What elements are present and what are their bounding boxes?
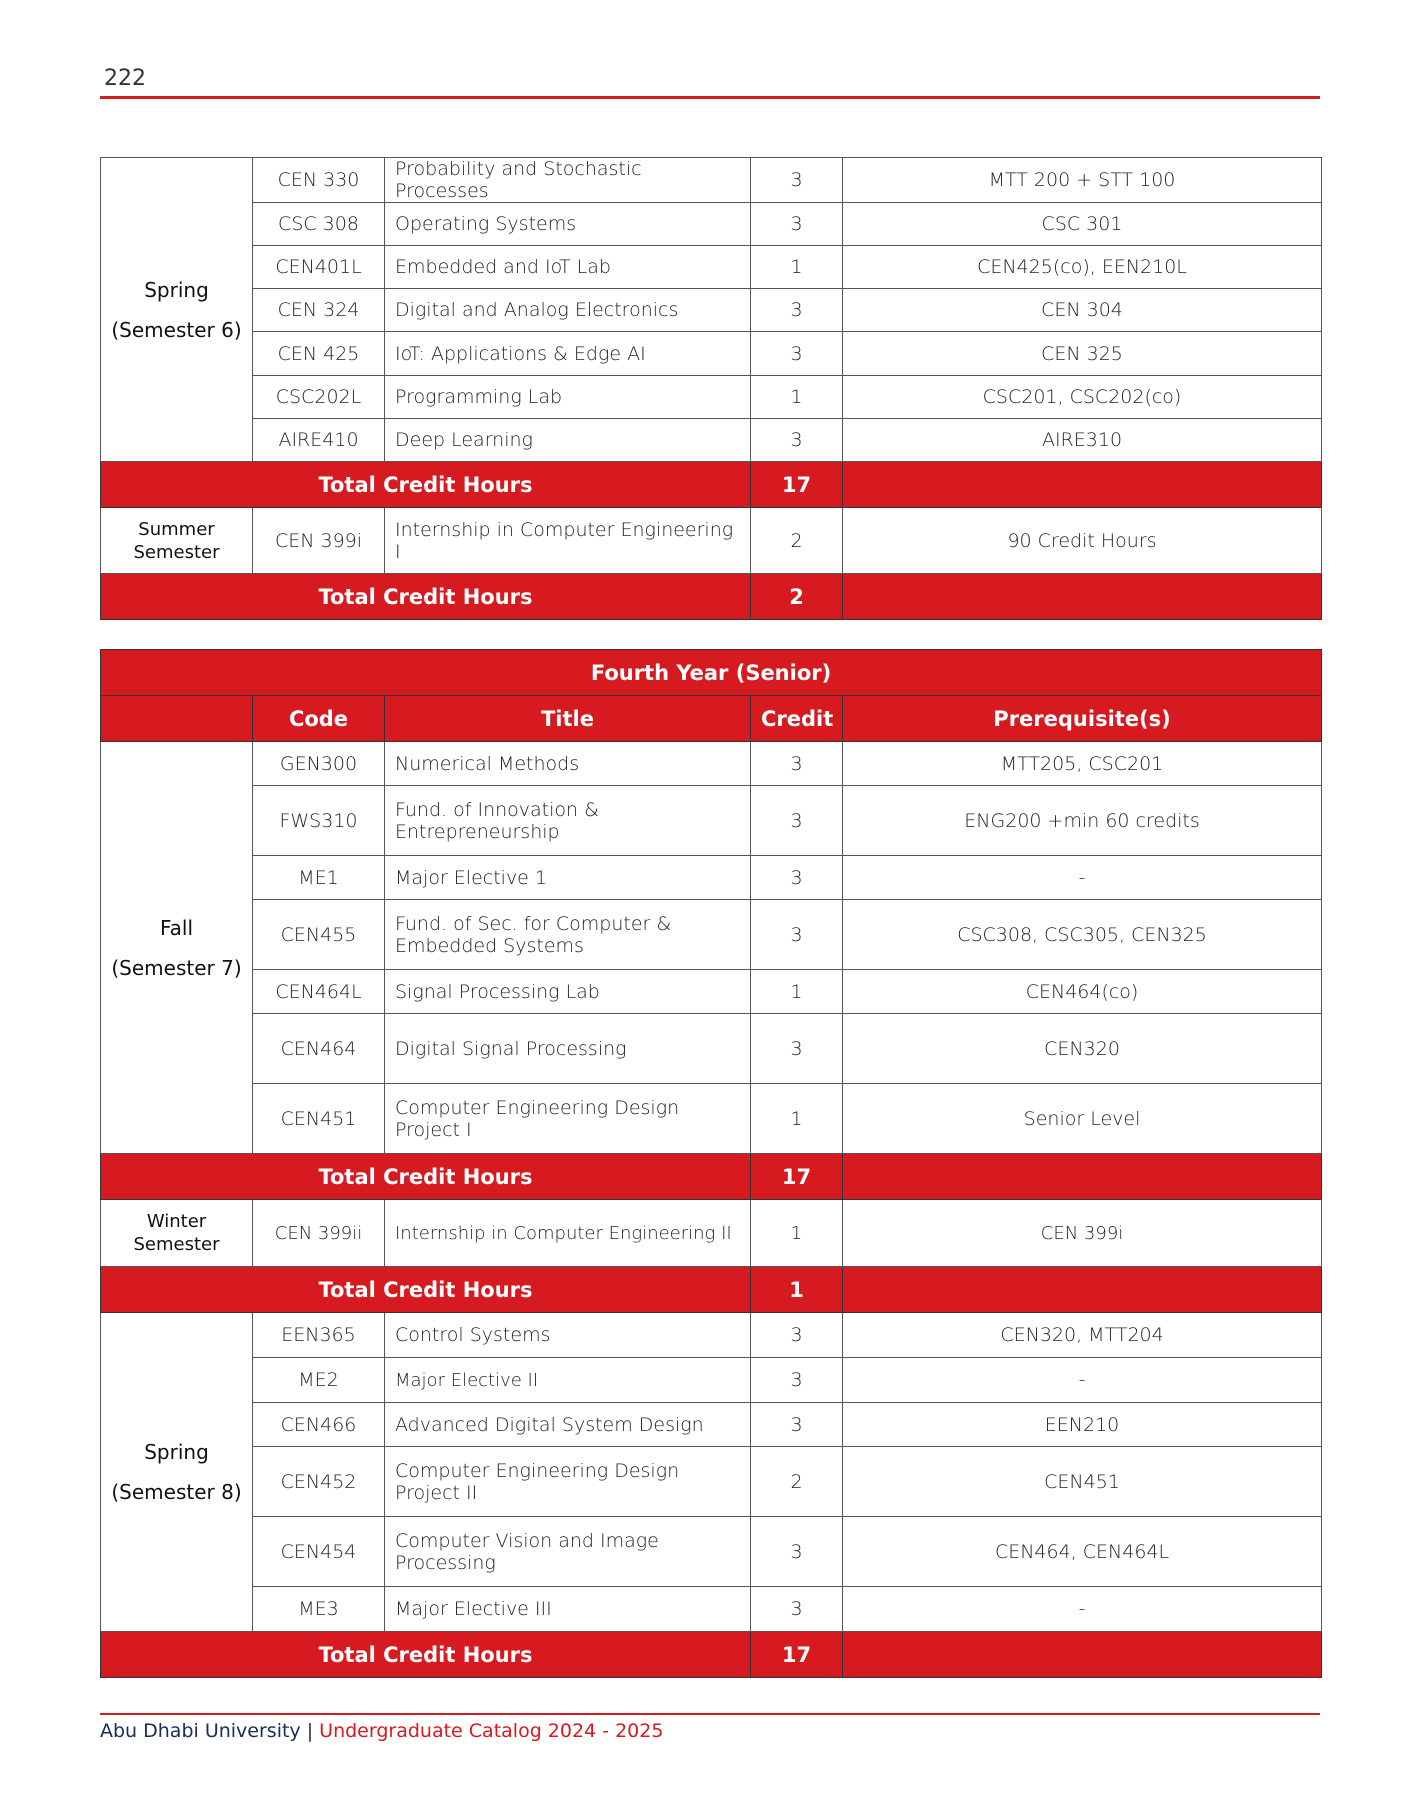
semester-cell-fall-7	[101, 742, 253, 1154]
course-credit: 3	[751, 1313, 843, 1358]
course-title: Fund. of Sec. for Computer & Embedded Systems	[385, 900, 751, 970]
course-code: CEN 330	[253, 158, 385, 203]
course-code: FWS310	[253, 786, 385, 856]
course-prereq: 90 Credit Hours	[843, 508, 1322, 574]
page-number: 222	[104, 66, 146, 91]
course-prereq: CSC 301	[843, 203, 1322, 246]
total-blank	[843, 1154, 1322, 1200]
total-value: 17	[751, 1632, 843, 1678]
semester-sublabel: (Semester 8)	[111, 1480, 242, 1504]
course-prereq: AIRE310	[843, 419, 1322, 462]
course-prereq: MTT205, CSC201	[843, 742, 1322, 786]
course-code: CEN454	[253, 1517, 385, 1587]
course-title: Deep Learning	[385, 419, 751, 462]
course-credit: 3	[751, 900, 843, 970]
course-credit: 2	[751, 1447, 843, 1517]
course-credit: 2	[751, 508, 843, 574]
table-row	[101, 376, 1322, 419]
course-title: Major Elective II	[385, 1358, 751, 1403]
total-blank	[843, 1632, 1322, 1678]
course-credit: 3	[751, 1587, 843, 1632]
semester-label: Spring	[144, 1440, 209, 1464]
footer	[100, 1720, 663, 1742]
semester-sublabel: Semester	[133, 541, 220, 563]
table-row	[101, 786, 1322, 856]
semester-sublabel: (Semester 7)	[111, 955, 242, 980]
table-row	[101, 246, 1322, 289]
total-label: Total Credit Hours	[101, 462, 751, 508]
total-blank	[843, 1267, 1322, 1313]
table-row	[101, 1403, 1322, 1447]
course-title: Major Elective III	[385, 1587, 751, 1632]
column-header-prereq: Prerequisite(s)	[843, 696, 1322, 742]
course-prereq: CEN464, CEN464L	[843, 1517, 1322, 1587]
footer-university: Abu Dhabi University	[100, 1720, 301, 1742]
course-credit: 3	[751, 1403, 843, 1447]
course-prereq: -	[843, 856, 1322, 900]
total-label: Total Credit Hours	[101, 1267, 751, 1313]
course-credit: 3	[751, 856, 843, 900]
course-title: Control Systems	[385, 1313, 751, 1358]
table-row	[101, 856, 1322, 900]
total-value: 2	[751, 574, 843, 620]
total-value: 17	[751, 462, 843, 508]
course-credit: 3	[751, 419, 843, 462]
year-heading: Fourth Year (Senior)	[101, 650, 1322, 696]
course-code: CEN455	[253, 900, 385, 970]
table-row	[101, 203, 1322, 246]
course-credit: 3	[751, 786, 843, 856]
total-value: 17	[751, 1154, 843, 1200]
course-title: Major Elective 1	[385, 856, 751, 900]
table-row	[101, 742, 1322, 786]
third-year-table	[100, 157, 1322, 620]
fourth-year-table	[100, 649, 1322, 1678]
table-row	[101, 1517, 1322, 1587]
course-prereq: CEN320	[843, 1014, 1322, 1084]
semester-sublabel: (Semester 6)	[111, 317, 242, 342]
course-credit: 1	[751, 1084, 843, 1154]
course-code: AIRE410	[253, 419, 385, 462]
table-row	[101, 1447, 1322, 1517]
course-prereq: MTT 200 + STT 100	[843, 158, 1322, 203]
course-code: CEN 399i	[253, 508, 385, 574]
course-credit: 1	[751, 1200, 843, 1267]
course-prereq: ENG200 +min 60 credits	[843, 786, 1322, 856]
course-code: EEN365	[253, 1313, 385, 1358]
year-heading-row	[101, 650, 1322, 696]
total-value: 1	[751, 1267, 843, 1313]
column-header-code: Code	[253, 696, 385, 742]
course-title: Programming Lab	[385, 376, 751, 419]
table-row	[101, 419, 1322, 462]
total-row	[101, 462, 1322, 508]
course-code: CEN451	[253, 1084, 385, 1154]
semester-label: Summer	[138, 518, 215, 540]
semester-label: Spring	[144, 277, 209, 302]
table-row	[101, 158, 1322, 203]
course-prereq: CEN 304	[843, 289, 1322, 332]
course-prereq: Senior Level	[843, 1084, 1322, 1154]
course-prereq: -	[843, 1587, 1322, 1632]
course-credit: 3	[751, 332, 843, 376]
table-row	[101, 508, 1322, 574]
table-row	[101, 1200, 1322, 1267]
table-row	[101, 1084, 1322, 1154]
course-code: ME3	[253, 1587, 385, 1632]
course-code: CEN401L	[253, 246, 385, 289]
semester-label: Winter	[146, 1211, 207, 1232]
semester-cell-winter	[101, 1200, 253, 1267]
course-title: Fund. of Innovation & Entrepreneurship	[385, 786, 751, 856]
table-row	[101, 289, 1322, 332]
footer-separator: |	[300, 1720, 320, 1742]
course-title: Numerical Methods	[385, 742, 751, 786]
course-code: CEN 324	[253, 289, 385, 332]
course-code: ME1	[253, 856, 385, 900]
total-blank	[843, 462, 1322, 508]
total-row	[101, 1632, 1322, 1678]
course-credit: 3	[751, 203, 843, 246]
course-credit: 3	[751, 289, 843, 332]
course-credit: 3	[751, 1358, 843, 1403]
course-title: Digital and Analog Electronics	[385, 289, 751, 332]
footer-rule	[100, 1713, 1320, 1715]
course-prereq: CEN 325	[843, 332, 1322, 376]
column-header-row	[101, 696, 1322, 742]
course-title: Advanced Digital System Design	[385, 1403, 751, 1447]
course-prereq: CEN451	[843, 1447, 1322, 1517]
column-header-credit: Credit	[751, 696, 843, 742]
table-row	[101, 970, 1322, 1014]
total-label: Total Credit Hours	[101, 1154, 751, 1200]
course-code: CEN464	[253, 1014, 385, 1084]
table-row	[101, 332, 1322, 376]
table-row	[101, 1014, 1322, 1084]
course-prereq: EEN210	[843, 1403, 1322, 1447]
course-title: Operating Systems	[385, 203, 751, 246]
column-header-title: Title	[385, 696, 751, 742]
course-credit: 3	[751, 1517, 843, 1587]
header-rule	[100, 96, 1320, 99]
semester-label: Fall	[159, 915, 194, 940]
table-row	[101, 1313, 1322, 1358]
course-title: Probability and Stochastic Processes	[385, 158, 751, 203]
course-title: IoT: Applications & Edge AI	[385, 332, 751, 376]
total-label: Total Credit Hours	[101, 1632, 751, 1678]
course-code: CSC 308	[253, 203, 385, 246]
footer-catalog: Undergraduate Catalog 2024 - 2025	[319, 1720, 664, 1742]
total-row	[101, 1267, 1322, 1313]
course-title: Computer Engineering Design Project II	[385, 1447, 751, 1517]
course-title: Internship in Computer Engineering II	[385, 1200, 751, 1267]
course-prereq: CEN425(co), EEN210L	[843, 246, 1322, 289]
semester-sublabel: Semester	[133, 1234, 220, 1255]
header-blank	[101, 696, 253, 742]
course-code: CSC202L	[253, 376, 385, 419]
course-title: Internship in Computer Engineering I	[385, 508, 751, 574]
course-prereq: CSC308, CSC305, CEN325	[843, 900, 1322, 970]
course-prereq: CEN320, MTT204	[843, 1313, 1322, 1358]
course-title: Computer Vision and Image Processing	[385, 1517, 751, 1587]
semester-cell-spring-6	[101, 158, 253, 462]
course-code: ME2	[253, 1358, 385, 1403]
total-label: Total Credit Hours	[101, 574, 751, 620]
course-title: Computer Engineering Design Project I	[385, 1084, 751, 1154]
course-prereq: -	[843, 1358, 1322, 1403]
total-row	[101, 1154, 1322, 1200]
course-title: Digital Signal Processing	[385, 1014, 751, 1084]
table-row	[101, 900, 1322, 970]
course-credit: 3	[751, 742, 843, 786]
course-code: GEN300	[253, 742, 385, 786]
course-credit: 3	[751, 158, 843, 203]
course-credit: 3	[751, 1014, 843, 1084]
course-title: Signal Processing Lab	[385, 970, 751, 1014]
course-prereq: CEN 399i	[843, 1200, 1322, 1267]
course-code: CEN 399ii	[253, 1200, 385, 1267]
course-prereq: CSC201, CSC202(co)	[843, 376, 1322, 419]
course-credit: 1	[751, 246, 843, 289]
table-row	[101, 1587, 1322, 1632]
course-title: Embedded and IoT Lab	[385, 246, 751, 289]
course-credit: 1	[751, 970, 843, 1014]
total-blank	[843, 574, 1322, 620]
course-prereq: CEN464(co)	[843, 970, 1322, 1014]
course-code: CEN 425	[253, 332, 385, 376]
semester-cell-spring-8	[101, 1313, 253, 1632]
semester-cell-summer	[101, 508, 253, 574]
table-row	[101, 1358, 1322, 1403]
course-credit: 1	[751, 376, 843, 419]
course-code: CEN466	[253, 1403, 385, 1447]
course-code: CEN452	[253, 1447, 385, 1517]
course-code: CEN464L	[253, 970, 385, 1014]
total-row	[101, 574, 1322, 620]
